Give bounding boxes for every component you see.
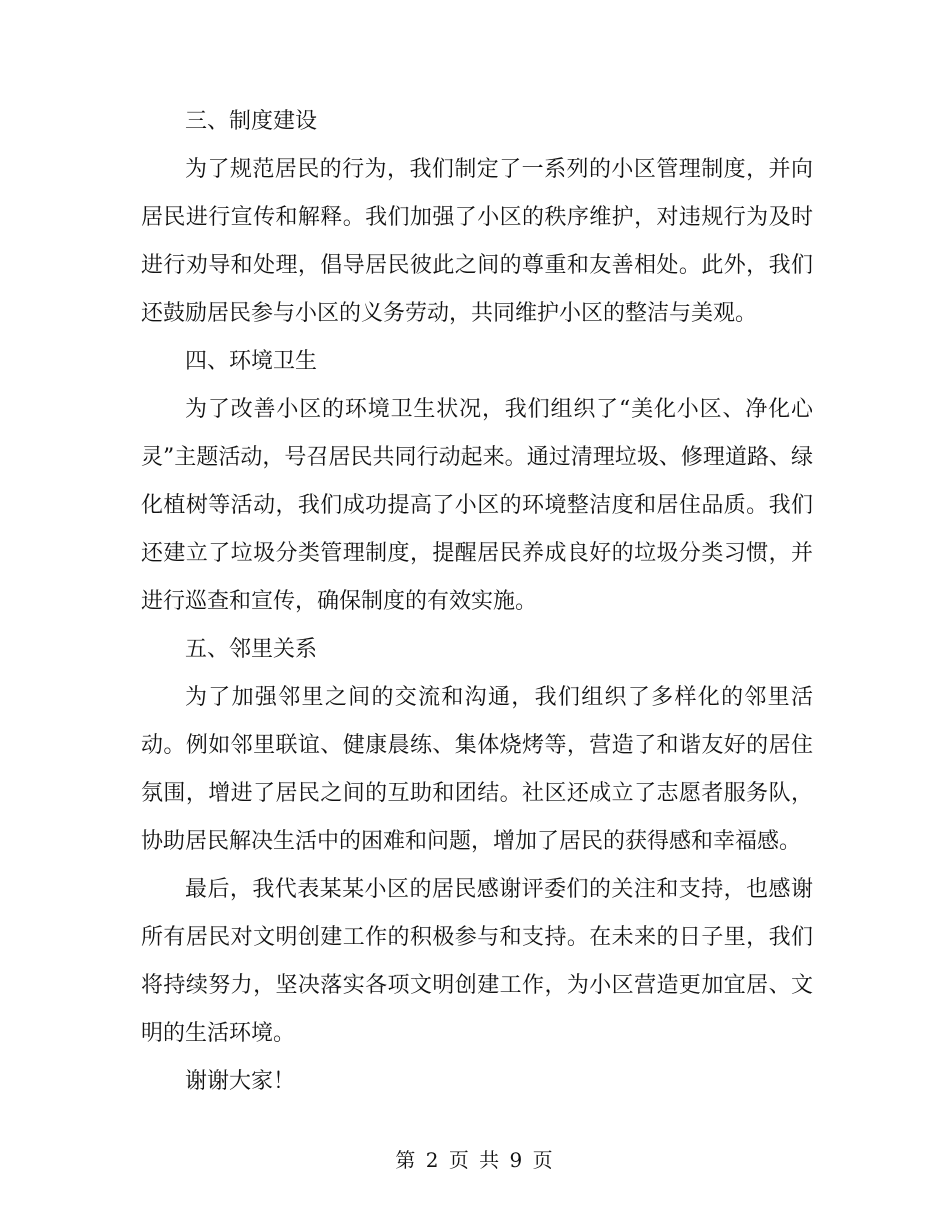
paragraph-system: 为了规范居民的行为，我们制定了一系列的小区管理制度，并向居民进行宣传和解释。我们加强了小区的秩序维护，对违规行为及时进行劝导和处理，倡导居民彼此之间的尊重和友善相处。此外，我们还鼓励居民参与小区的义务劳动，共同维护小区的整洁与美观。 <box>141 157 813 326</box>
paragraph-closing: 最后，我代表某某小区的居民感谢评委们的关注和支持，也感谢所有居民对文明创建工作的积极参与和支持。在未来的日子里，我们将持续努力，坚决落实各项文明创建工作，为小区营造更加宜居、文明的生活环境。 <box>141 877 813 1046</box>
paragraph-thanks: 谢谢大家！ <box>185 1069 296 1094</box>
section-heading-system: 三、制度建设 <box>185 109 318 134</box>
paragraph-neighbors: 为了加强邻里之间的交流和沟通，我们组织了多样化的邻里活动。例如邻里联谊、健康晨练、集体烧烤等，营造了和谐友好的居住氛围，增进了居民之间的互助和团结。社区还成立了志愿者服务队，协助居民解决生活中的困难和问题，增加了居民的获得感和幸福感。 <box>141 685 813 854</box>
section-heading-environment: 四、环境卫生 <box>185 349 318 374</box>
section-heading-neighbors: 五、邻里关系 <box>185 637 318 662</box>
page-footer: 第 2 页 共 9 页 <box>395 1148 555 1172</box>
document-body <box>141 98 813 1106</box>
paragraph-environment: 为了改善小区的环境卫生状况，我们组织了“美化小区、净化心灵”主题活动，号召居民共同行动起来。通过清理垃圾、修理道路、绿化植树等活动，我们成功提高了小区的环境整洁度和居住品质。我们还建立了垃圾分类管理制度，提醒居民养成良好的垃圾分类习惯，并进行巡查和宣传，确保制度的有效实施。 <box>141 397 813 614</box>
